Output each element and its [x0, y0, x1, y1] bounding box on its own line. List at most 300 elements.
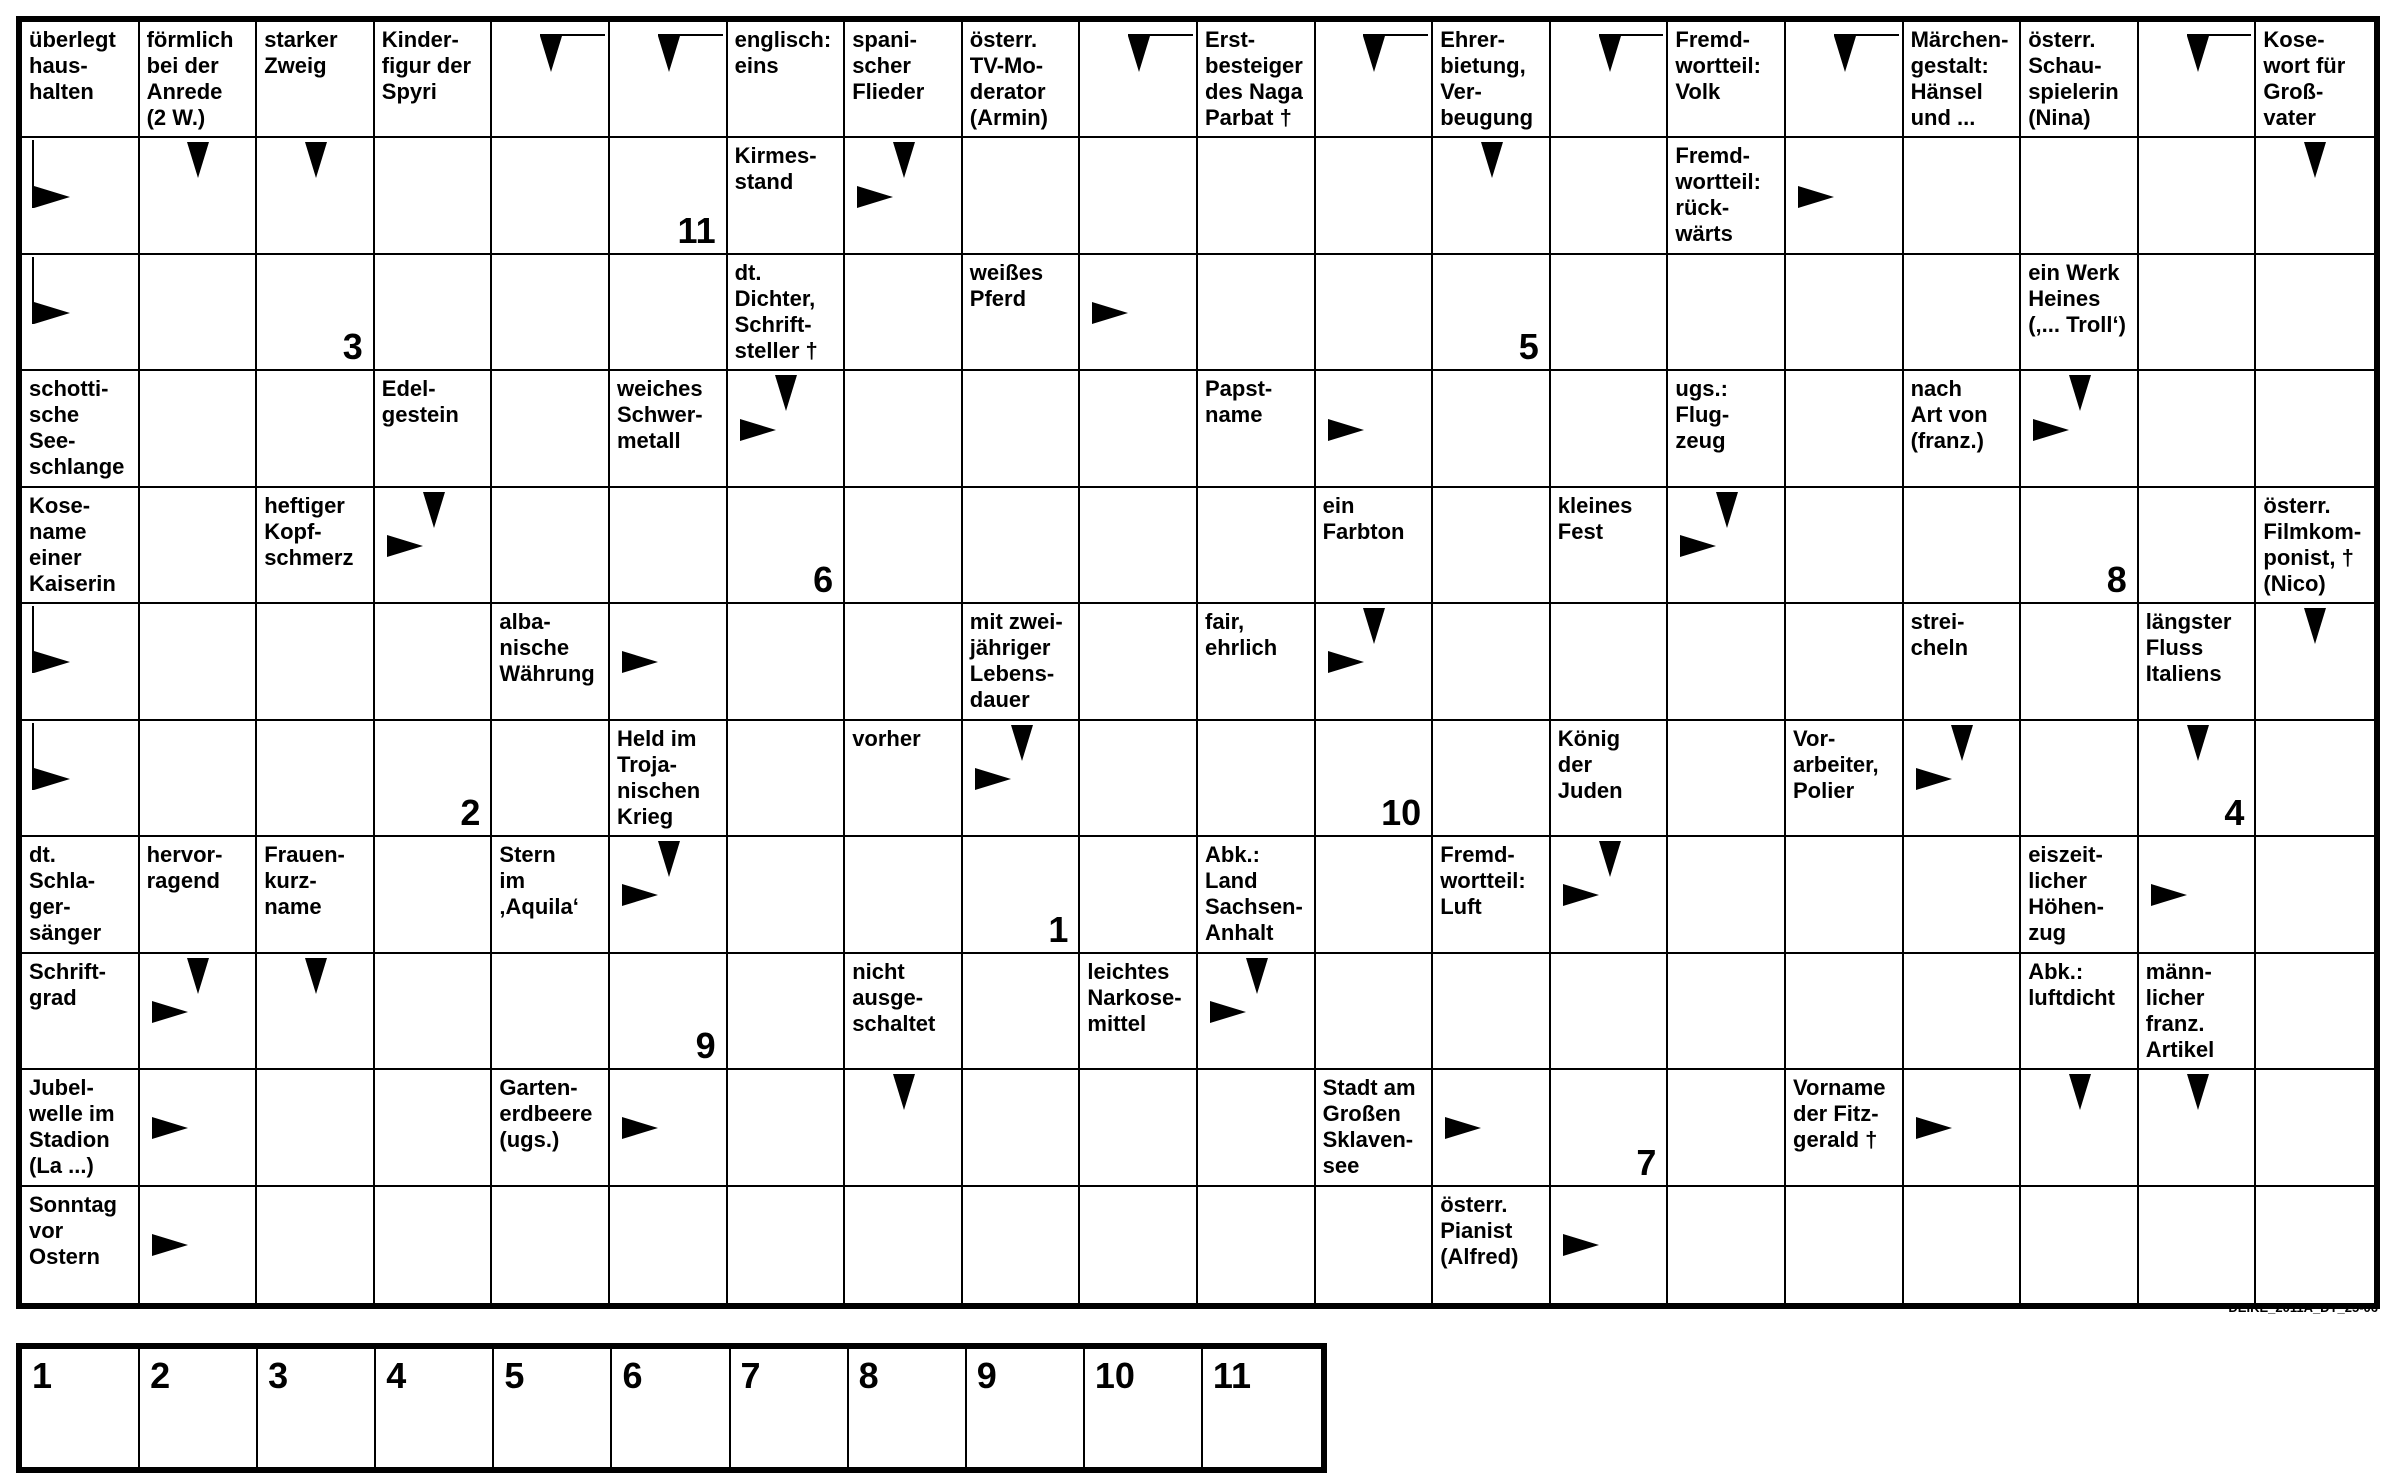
clue-cell	[1904, 371, 2022, 487]
answer-cell[interactable]	[1786, 138, 1904, 254]
answer-cell[interactable]	[1198, 255, 1316, 371]
answer-cell[interactable]	[1316, 138, 1434, 254]
answer-cell[interactable]	[728, 488, 846, 604]
clue-cell	[1433, 837, 1551, 953]
answer-cell[interactable]	[1198, 721, 1316, 837]
answer-cell[interactable]	[728, 371, 846, 487]
answer-cell[interactable]	[492, 138, 610, 254]
answer-cell[interactable]	[2021, 371, 2139, 487]
answer-cell[interactable]	[140, 371, 258, 487]
answer-cell[interactable]	[375, 488, 493, 604]
arrow-down-icon	[1716, 492, 1738, 528]
clue-text: Vor- arbeiter, Polier	[1793, 725, 1879, 803]
arrow-right-icon	[975, 768, 1011, 790]
answer-cell[interactable]	[1080, 1070, 1198, 1186]
answer-cell[interactable]	[845, 1070, 963, 1186]
answer-cell[interactable]	[1551, 1187, 1669, 1303]
answer-cell[interactable]	[728, 954, 846, 1070]
answer-cell[interactable]	[375, 1070, 493, 1186]
answer-cell[interactable]	[2139, 138, 2257, 254]
answer-cell[interactable]	[257, 1070, 375, 1186]
clue-text: ein Werk Heines (‚... Troll‘)	[2028, 259, 2126, 337]
arrow-right-icon	[34, 302, 70, 324]
solution-cell[interactable]	[1085, 1349, 1203, 1467]
clue-cell	[1198, 22, 1316, 138]
answer-cell[interactable]	[1433, 604, 1551, 720]
answer-cell[interactable]	[2139, 837, 2257, 953]
clue-cell	[2021, 22, 2139, 138]
clue-cell	[1668, 22, 1786, 138]
answer-cell[interactable]	[963, 138, 1081, 254]
answer-cell[interactable]	[1668, 721, 1786, 837]
arrow-right-icon	[152, 1117, 188, 1139]
answer-cell[interactable]	[140, 138, 258, 254]
clue-text: männ- licher franz. Artikel	[2145, 958, 2215, 1062]
answer-cell[interactable]	[492, 371, 610, 487]
answer-cell[interactable]	[1080, 488, 1198, 604]
answer-cell[interactable]	[22, 604, 140, 720]
answer-cell[interactable]	[1316, 1187, 1434, 1303]
answer-cell[interactable]	[2256, 954, 2374, 1070]
clue-cell	[22, 954, 140, 1070]
clue-cell	[492, 604, 610, 720]
answer-cell[interactable]	[1904, 837, 2022, 953]
clue-cell	[1198, 837, 1316, 953]
answer-cell[interactable]	[1198, 1187, 1316, 1303]
answer-cell[interactable]	[845, 604, 963, 720]
clue-cell	[845, 22, 963, 138]
clue-text: Garten- erdbeere (ugs.)	[499, 1075, 593, 1153]
answer-cell[interactable]	[1904, 1187, 2022, 1303]
clue-text: kleines Fest	[1557, 492, 1633, 544]
answer-cell[interactable]	[2256, 721, 2374, 837]
answer-cell[interactable]	[1551, 255, 1669, 371]
answer-cell[interactable]	[610, 255, 728, 371]
arrow-right-icon	[152, 1234, 188, 1256]
clue-text: weißes Pferd	[969, 259, 1044, 311]
answer-cell[interactable]	[610, 1070, 728, 1186]
clue-text: dt. Dichter, Schrift- steller †	[734, 259, 818, 363]
clue-cell	[1904, 604, 2022, 720]
answer-cell[interactable]	[2139, 1187, 2257, 1303]
clue-text: nach Art von (franz.)	[1910, 376, 1988, 454]
arrow-down-icon	[2069, 1074, 2091, 1110]
answer-cell[interactable]	[963, 1187, 1081, 1303]
answer-cell[interactable]	[1904, 488, 2022, 604]
clue-text: vorher	[852, 725, 921, 751]
answer-cell[interactable]	[375, 604, 493, 720]
answer-cell[interactable]	[22, 721, 140, 837]
answer-cell[interactable]	[963, 837, 1081, 953]
answer-cell[interactable]	[1080, 255, 1198, 371]
answer-cell[interactable]	[845, 837, 963, 953]
answer-cell[interactable]	[1786, 488, 1904, 604]
clue-text: Erst- besteiger des Naga Parbat †	[1205, 27, 1303, 130]
arrow-right-icon	[387, 535, 423, 557]
clue-text: leichtes Narkose- mittel	[1087, 958, 1182, 1036]
answer-cell[interactable]	[845, 371, 963, 487]
arrow-down-icon	[1363, 608, 1385, 644]
clue-cell	[728, 255, 846, 371]
answer-cell[interactable]	[1786, 255, 1904, 371]
answer-cell[interactable]	[140, 488, 258, 604]
answer-cell[interactable]	[492, 721, 610, 837]
answer-cell[interactable]	[845, 488, 963, 604]
clue-cell	[22, 488, 140, 604]
answer-cell[interactable]	[1433, 1070, 1551, 1186]
answer-cell[interactable]	[22, 138, 140, 254]
arrow-stem	[540, 34, 605, 36]
solution-cell[interactable]	[612, 1349, 730, 1467]
answer-cell[interactable]	[2139, 371, 2257, 487]
solution-cell[interactable]	[1203, 1349, 1321, 1467]
answer-cell[interactable]	[1786, 371, 1904, 487]
arrow-right-icon	[857, 186, 893, 208]
answer-cell[interactable]	[1316, 604, 1434, 720]
answer-cell[interactable]	[1316, 721, 1434, 837]
arrow-right-icon	[1916, 768, 1952, 790]
solution-number: 2	[460, 792, 481, 834]
answer-cell[interactable]	[1551, 604, 1669, 720]
solution-cell[interactable]	[22, 1349, 140, 1467]
answer-cell[interactable]	[1786, 954, 1904, 1070]
clue-text: englisch: eins	[734, 27, 832, 78]
answer-cell[interactable]	[1551, 138, 1669, 254]
answer-cell[interactable]	[610, 837, 728, 953]
clue-cell	[1551, 721, 1669, 837]
solution-number: 4	[2224, 792, 2245, 834]
arrow-right-icon	[1445, 1117, 1481, 1139]
answer-cell[interactable]	[2021, 138, 2139, 254]
clue-cell	[1080, 954, 1198, 1070]
arrow-down-icon	[2304, 608, 2326, 644]
answer-cell[interactable]	[963, 721, 1081, 837]
clue-cell	[140, 22, 258, 138]
answer-cell[interactable]	[1198, 138, 1316, 254]
solution-number: 9	[695, 1025, 716, 1067]
clue-cell	[845, 954, 963, 1070]
arrow-right-icon	[1328, 651, 1364, 673]
answer-cell[interactable]	[2256, 371, 2374, 487]
answer-cell[interactable]	[1080, 721, 1198, 837]
clue-cell	[257, 837, 375, 953]
solution-number: 8	[2106, 559, 2127, 601]
arrow-right-icon	[1210, 1001, 1246, 1023]
clue-cell	[257, 22, 375, 138]
answer-cell[interactable]	[1433, 255, 1551, 371]
answer-cell[interactable]	[1316, 954, 1434, 1070]
clue-cell	[492, 837, 610, 953]
solution-number: 7	[1636, 1141, 1657, 1183]
answer-cell[interactable]	[375, 255, 493, 371]
arrow-down-icon	[1363, 36, 1385, 72]
arrow-stem	[658, 34, 723, 36]
solution-cell-number: 6	[622, 1355, 643, 1396]
answer-cell[interactable]	[610, 604, 728, 720]
clue-text: österr. TV-Mo- derator (Armin)	[969, 27, 1049, 130]
answer-cell[interactable]	[2139, 721, 2257, 837]
answer-cell[interactable]	[845, 1187, 963, 1303]
arrow-right-icon	[2033, 419, 2069, 441]
answer-cell[interactable]	[2021, 1070, 2139, 1186]
answer-cell[interactable]	[1198, 1070, 1316, 1186]
arrow-right-icon	[1563, 884, 1599, 906]
clue-cell	[22, 1187, 140, 1303]
solution-cell[interactable]	[376, 1349, 494, 1467]
arrow-down-icon	[423, 492, 445, 528]
answer-cell[interactable]	[728, 1070, 846, 1186]
answer-cell[interactable]	[1551, 371, 1669, 487]
answer-cell[interactable]	[2256, 837, 2374, 953]
arrow-down-icon	[2187, 36, 2209, 72]
clue-text: Held im Troja- nischen Krieg	[617, 725, 701, 829]
solution-cell[interactable]	[731, 1349, 849, 1467]
clue-cell	[1198, 371, 1316, 487]
arrow-right-icon	[1916, 1117, 1952, 1139]
clue-cell	[2256, 488, 2374, 604]
answer-cell[interactable]	[375, 1187, 493, 1303]
answer-cell[interactable]	[963, 954, 1081, 1070]
answer-cell[interactable]	[1668, 604, 1786, 720]
answer-cell[interactable]	[2139, 1070, 2257, 1186]
answer-cell[interactable]	[257, 371, 375, 487]
answer-cell[interactable]	[22, 255, 140, 371]
answer-cell[interactable]	[257, 604, 375, 720]
clue-cell	[1433, 1187, 1551, 1303]
answer-cell[interactable]	[1433, 138, 1551, 254]
arrow-down-icon	[540, 36, 562, 72]
arrow-right-icon	[1798, 186, 1834, 208]
solution-cell[interactable]	[258, 1349, 376, 1467]
answer-cell[interactable]	[2021, 721, 2139, 837]
answer-cell[interactable]	[257, 721, 375, 837]
answer-cell[interactable]	[1433, 721, 1551, 837]
solution-cell-number: 9	[976, 1355, 997, 1396]
answer-cell[interactable]	[1316, 255, 1434, 371]
answer-cell[interactable]	[1316, 371, 1434, 487]
answer-cell[interactable]	[610, 954, 728, 1070]
arrow-stem	[1599, 34, 1664, 36]
arrow-right-icon	[34, 768, 70, 790]
clue-cell	[1786, 721, 1904, 837]
arrow-down-icon	[305, 142, 327, 178]
answer-cell[interactable]	[1904, 954, 2022, 1070]
solution-number: 3	[342, 326, 363, 368]
answer-cell[interactable]	[1316, 837, 1434, 953]
answer-cell[interactable]	[728, 837, 846, 953]
answer-cell[interactable]	[2021, 1187, 2139, 1303]
answer-cell[interactable]	[845, 255, 963, 371]
answer-cell[interactable]	[140, 255, 258, 371]
answer-cell[interactable]	[1316, 22, 1434, 138]
answer-cell[interactable]	[1668, 1187, 1786, 1303]
answer-cell[interactable]	[375, 721, 493, 837]
answer-cell[interactable]	[2139, 255, 2257, 371]
arrow-right-icon	[1092, 302, 1128, 324]
arrow-right-icon	[34, 651, 70, 673]
clue-text: österr. Filmkom- ponist, † (Nico)	[2263, 492, 2362, 596]
answer-cell[interactable]	[492, 22, 610, 138]
arrow-down-icon	[1128, 36, 1150, 72]
answer-cell[interactable]	[1904, 721, 2022, 837]
answer-cell[interactable]	[2021, 488, 2139, 604]
answer-cell[interactable]	[1080, 1187, 1198, 1303]
clue-text: Sonntag vor Ostern	[29, 1191, 117, 1269]
solution-number: 5	[1518, 326, 1539, 368]
answer-cell[interactable]	[140, 954, 258, 1070]
solution-cell[interactable]	[967, 1349, 1085, 1467]
answer-cell[interactable]	[2256, 1187, 2374, 1303]
answer-cell[interactable]	[1904, 1070, 2022, 1186]
arrow-right-icon	[622, 884, 658, 906]
answer-cell[interactable]	[963, 371, 1081, 487]
solution-cell[interactable]	[140, 1349, 258, 1467]
answer-cell[interactable]	[492, 255, 610, 371]
solution-cell[interactable]	[849, 1349, 967, 1467]
clue-cell	[1551, 488, 1669, 604]
clue-text: alba- nische Währung	[499, 609, 595, 687]
answer-cell[interactable]	[1668, 488, 1786, 604]
answer-cell[interactable]	[610, 22, 728, 138]
answer-cell[interactable]	[1786, 837, 1904, 953]
answer-cell[interactable]	[375, 954, 493, 1070]
crossword-grid	[16, 16, 2380, 1309]
answer-cell[interactable]	[1198, 954, 1316, 1070]
answer-cell[interactable]	[1551, 1070, 1669, 1186]
answer-cell[interactable]	[2021, 604, 2139, 720]
clue-cell	[610, 721, 728, 837]
arrow-down-icon	[2187, 1074, 2209, 1110]
clue-cell	[375, 371, 493, 487]
clue-cell	[2139, 954, 2257, 1070]
answer-cell[interactable]	[610, 1187, 728, 1303]
clue-text: ugs.: Flug- zeug	[1675, 376, 1730, 454]
answer-cell[interactable]	[963, 1070, 1081, 1186]
answer-cell[interactable]	[1786, 1187, 1904, 1303]
solution-cell[interactable]	[494, 1349, 612, 1467]
clue-text: Frauen- kurz- name	[264, 842, 345, 920]
arrow-down-icon	[893, 1074, 915, 1110]
answer-cell[interactable]	[1668, 837, 1786, 953]
clue-cell	[22, 371, 140, 487]
clue-text: Schrift- grad	[29, 958, 106, 1010]
clue-text: ein Farbton	[1322, 492, 1405, 544]
arrow-down-icon	[1951, 725, 1973, 761]
puzzle-code: DEIKE_2011A_DT_25-06	[2228, 1300, 2378, 1315]
clue-cell	[1433, 22, 1551, 138]
arrow-down-icon	[305, 958, 327, 994]
clue-cell	[963, 604, 1081, 720]
answer-cell[interactable]	[1433, 371, 1551, 487]
answer-cell[interactable]	[140, 721, 258, 837]
answer-cell[interactable]	[1786, 22, 1904, 138]
answer-cell[interactable]	[2139, 22, 2257, 138]
clue-text: Kose- wort für Groß- vater	[2263, 27, 2346, 130]
answer-cell[interactable]	[2139, 488, 2257, 604]
arrow-right-icon	[622, 651, 658, 673]
answer-cell[interactable]	[1786, 604, 1904, 720]
answer-cell[interactable]	[1080, 138, 1198, 254]
answer-cell[interactable]	[1668, 1070, 1786, 1186]
clue-cell	[1786, 1070, 1904, 1186]
answer-cell[interactable]	[492, 488, 610, 604]
answer-cell[interactable]	[728, 604, 846, 720]
answer-cell[interactable]	[1198, 488, 1316, 604]
answer-cell[interactable]	[2256, 138, 2374, 254]
answer-cell[interactable]	[1904, 138, 2022, 254]
solution-number: 1	[1048, 908, 1069, 950]
answer-cell[interactable]	[140, 604, 258, 720]
answer-cell[interactable]	[963, 488, 1081, 604]
clue-cell	[1668, 371, 1786, 487]
clue-text: Fremd- wortteil: rück- wärts	[1675, 143, 1761, 247]
answer-cell[interactable]	[1904, 255, 2022, 371]
answer-cell[interactable]	[728, 1187, 846, 1303]
answer-cell[interactable]	[1551, 954, 1669, 1070]
answer-cell[interactable]	[1080, 371, 1198, 487]
answer-cell[interactable]	[1668, 255, 1786, 371]
clue-text: Vorname der Fitz- gerald †	[1793, 1075, 1886, 1153]
answer-cell[interactable]	[1080, 604, 1198, 720]
answer-cell[interactable]	[1080, 837, 1198, 953]
solution-cell-number: 1	[32, 1355, 53, 1396]
clue-text: Stern im ‚Aquila‘	[499, 842, 579, 920]
answer-cell[interactable]	[257, 954, 375, 1070]
answer-cell[interactable]	[257, 1187, 375, 1303]
clue-text: förmlich bei der Anrede (2 W.)	[146, 27, 234, 130]
answer-cell[interactable]	[2256, 1070, 2374, 1186]
clue-text: Ehrer- bietung, Ver- beugung	[1440, 27, 1534, 130]
solution-cell-number: 4	[386, 1355, 407, 1396]
clue-cell	[492, 1070, 610, 1186]
clue-cell	[1668, 138, 1786, 254]
answer-cell[interactable]	[610, 488, 728, 604]
answer-cell[interactable]	[1433, 954, 1551, 1070]
answer-cell[interactable]	[1433, 488, 1551, 604]
arrow-down-icon	[658, 841, 680, 877]
answer-cell[interactable]	[1668, 954, 1786, 1070]
arrow-down-icon	[1246, 958, 1268, 994]
answer-cell[interactable]	[1080, 22, 1198, 138]
answer-cell[interactable]	[845, 138, 963, 254]
clue-text: Kinder- figur der Spyri	[381, 27, 472, 104]
solution-cell-number: 3	[268, 1355, 289, 1396]
arrow-down-icon	[187, 142, 209, 178]
answer-cell[interactable]	[492, 954, 610, 1070]
clue-text: hervor- ragend	[146, 842, 223, 894]
clue-cell	[375, 22, 493, 138]
answer-cell[interactable]	[375, 837, 493, 953]
clue-text: König der Juden	[1557, 725, 1623, 803]
clue-text: fair, ehrlich	[1205, 609, 1278, 661]
answer-cell[interactable]	[257, 255, 375, 371]
clue-text: Abk.: luftdicht	[2028, 958, 2115, 1010]
answer-cell[interactable]	[2256, 604, 2374, 720]
answer-cell[interactable]	[1551, 837, 1669, 953]
solution-number: 6	[813, 559, 834, 601]
answer-cell[interactable]	[140, 1070, 258, 1186]
answer-cell[interactable]	[257, 138, 375, 254]
arrow-right-icon	[34, 186, 70, 208]
answer-cell[interactable]	[375, 138, 493, 254]
answer-cell[interactable]	[610, 138, 728, 254]
answer-cell[interactable]	[1551, 22, 1669, 138]
answer-cell[interactable]	[492, 1187, 610, 1303]
answer-cell[interactable]	[140, 1187, 258, 1303]
clue-text: mit zwei- jähriger Lebens- dauer	[969, 609, 1063, 713]
answer-cell[interactable]	[728, 721, 846, 837]
answer-cell[interactable]	[2256, 255, 2374, 371]
